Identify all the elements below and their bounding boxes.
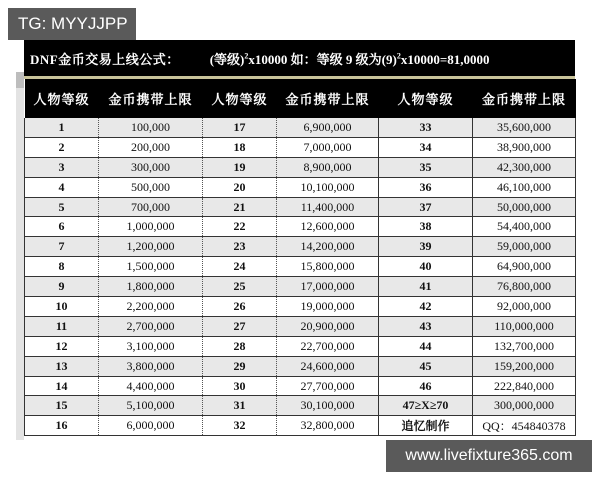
gold-limit-cell: 92,000,000: [473, 297, 576, 317]
gold-limit-cell: 200,000: [99, 137, 203, 157]
gold-limit-cell: 64,900,000: [473, 257, 576, 277]
level-cell: 34: [379, 137, 473, 157]
level-cell: 45: [379, 356, 473, 376]
gold-limit-cell: 50,000,000: [473, 197, 576, 217]
gold-limit-cell: 14,200,000: [277, 237, 379, 257]
gold-limit-cell: 300,000,000: [473, 396, 576, 416]
formula-label: DNF金币交易上线公式：: [30, 51, 180, 67]
level-cell: 13: [25, 356, 99, 376]
gold-limit-cell: 76,800,000: [473, 277, 576, 297]
level-cell: 26: [203, 297, 277, 317]
gold-limit-cell: 12,600,000: [277, 217, 379, 237]
gold-limit-cell: 2,200,000: [99, 297, 203, 317]
gold-limit-cell: 11,400,000: [277, 197, 379, 217]
gold-limit-cell: 22,700,000: [277, 336, 379, 356]
gold-limit-cell: 30,100,000: [277, 396, 379, 416]
gold-limit-cell: 500,000: [99, 177, 203, 197]
level-cell: 42: [379, 297, 473, 317]
gold-limit-cell: 59,000,000: [473, 237, 576, 257]
formula-exponent: 2: [244, 51, 249, 61]
level-cell: 30: [203, 376, 277, 396]
level-cell: 10: [25, 297, 99, 317]
tg-badge: TG: MYYJJPP: [8, 8, 136, 40]
gold-limit-cell: 10,100,000: [277, 177, 379, 197]
gold-limit-cell: 222,840,000: [473, 376, 576, 396]
table-row: [25, 237, 576, 257]
level-cell: 25: [203, 277, 277, 297]
level-cell: 3: [25, 157, 99, 177]
gold-limit-cell: 6,900,000: [277, 118, 379, 137]
level-cell: 19: [203, 157, 277, 177]
gold-limit-cell: 1,800,000: [99, 277, 203, 297]
formula-title-bar: [24, 40, 575, 76]
level-cell: 27: [203, 316, 277, 336]
gold-limit-cell: 159,200,000: [473, 356, 576, 376]
level-cell: 24: [203, 257, 277, 277]
example-exponent: 2: [396, 51, 401, 61]
level-cell: 44: [379, 336, 473, 356]
formula-example: x10000 如：等级 9 级为(9): [248, 51, 397, 67]
column-header-level: 人物等级: [379, 79, 473, 118]
level-cell: 1: [25, 118, 99, 137]
example-result: x10000=81,0000: [400, 51, 490, 67]
level-cell: 7: [25, 237, 99, 257]
sheet-left-margin: [16, 72, 24, 440]
level-cell: 5: [25, 197, 99, 217]
gold-limit-cell: 35,600,000: [473, 118, 576, 137]
formula-text: [210, 49, 490, 68]
gold-limit-cell: 1,000,000: [99, 217, 203, 237]
table-row: [25, 257, 576, 277]
level-cell: 11: [25, 316, 99, 336]
gold-limit-cell: 54,400,000: [473, 217, 576, 237]
table-row: [25, 336, 576, 356]
level-cell: 16: [25, 416, 99, 436]
level-cell: 47≥X≥70: [379, 396, 473, 416]
gold-limit-cell: 110,000,000: [473, 316, 576, 336]
gold-limit-cell: 20,900,000: [277, 316, 379, 336]
level-cell: 40: [379, 257, 473, 277]
table-row: [25, 118, 576, 137]
gold-limit-cell: 17,000,000: [277, 277, 379, 297]
level-cell: 32: [203, 416, 277, 436]
level-cell: 17: [203, 118, 277, 137]
gold-limit-cell: 700,000: [99, 197, 203, 217]
gold-limit-cell: 7,000,000: [277, 137, 379, 157]
table-row: [25, 157, 576, 177]
level-cell: 43: [379, 316, 473, 336]
sheet-left-margin-marker: [16, 72, 24, 88]
gold-limit-cell: 1,200,000: [99, 237, 203, 257]
formula-prefix: (等级): [209, 51, 245, 67]
gold-limit-cell: 32,800,000: [277, 416, 379, 436]
gold-limit-cell: 5,100,000: [99, 396, 203, 416]
table-header-row: [25, 79, 576, 118]
watermark: www.livefixture365.com: [386, 440, 592, 472]
level-cell: 33: [379, 118, 473, 137]
level-cell: 12: [25, 336, 99, 356]
gold-limit-sheet: [24, 40, 575, 436]
column-header-gold-limit: 金币携带上限: [473, 79, 576, 118]
gold-limit-cell: 42,300,000: [473, 157, 576, 177]
gold-limit-cell: QQ：454840378: [473, 416, 576, 436]
level-cell: 36: [379, 177, 473, 197]
gold-limit-cell: 3,100,000: [99, 336, 203, 356]
gold-limit-cell: 6,000,000: [99, 416, 203, 436]
gold-limit-cell: 3,800,000: [99, 356, 203, 376]
level-cell: 37: [379, 197, 473, 217]
table-row: [25, 277, 576, 297]
table-row: [25, 197, 576, 217]
table-row: [25, 416, 576, 436]
level-cell: 4: [25, 177, 99, 197]
column-header-gold-limit: 金币携带上限: [99, 79, 203, 118]
level-cell: 46: [379, 376, 473, 396]
gold-limit-cell: 46,100,000: [473, 177, 576, 197]
gold-limit-cell: 100,000: [99, 118, 203, 137]
column-header-level: 人物等级: [203, 79, 277, 118]
level-cell: 18: [203, 137, 277, 157]
level-cell: 追忆制作: [379, 416, 473, 436]
gold-limit-cell: 38,900,000: [473, 137, 576, 157]
gold-limit-cell: 132,700,000: [473, 336, 576, 356]
table-row: [25, 376, 576, 396]
level-cell: 22: [203, 217, 277, 237]
gold-limit-cell: 1,500,000: [99, 257, 203, 277]
level-cell: 41: [379, 277, 473, 297]
level-cell: 21: [203, 197, 277, 217]
level-cell: 39: [379, 237, 473, 257]
gold-limit-cell: 8,900,000: [277, 157, 379, 177]
gold-limit-cell: 27,700,000: [277, 376, 379, 396]
level-cell: 23: [203, 237, 277, 257]
table-row: [25, 396, 576, 416]
gold-limit-table: [24, 79, 576, 436]
column-header-level: 人物等级: [25, 79, 99, 118]
table-body: [25, 118, 576, 436]
gold-limit-cell: 19,000,000: [277, 297, 379, 317]
table-row: [25, 177, 576, 197]
gold-limit-cell: 2,700,000: [99, 316, 203, 336]
level-cell: 29: [203, 356, 277, 376]
table-row: [25, 356, 576, 376]
column-header-gold-limit: 金币携带上限: [277, 79, 379, 118]
gold-limit-cell: 300,000: [99, 157, 203, 177]
table-row: [25, 316, 576, 336]
level-cell: 8: [25, 257, 99, 277]
table-row: [25, 137, 576, 157]
table-row: [25, 297, 576, 317]
level-cell: 20: [203, 177, 277, 197]
level-cell: 9: [25, 277, 99, 297]
gold-limit-cell: 4,400,000: [99, 376, 203, 396]
level-cell: 6: [25, 217, 99, 237]
gold-limit-cell: 15,800,000: [277, 257, 379, 277]
level-cell: 2: [25, 137, 99, 157]
level-cell: 38: [379, 217, 473, 237]
level-cell: 31: [203, 396, 277, 416]
level-cell: 14: [25, 376, 99, 396]
level-cell: 15: [25, 396, 99, 416]
table-row: [25, 217, 576, 237]
level-cell: 35: [379, 157, 473, 177]
gold-limit-cell: 24,600,000: [277, 356, 379, 376]
level-cell: 28: [203, 336, 277, 356]
